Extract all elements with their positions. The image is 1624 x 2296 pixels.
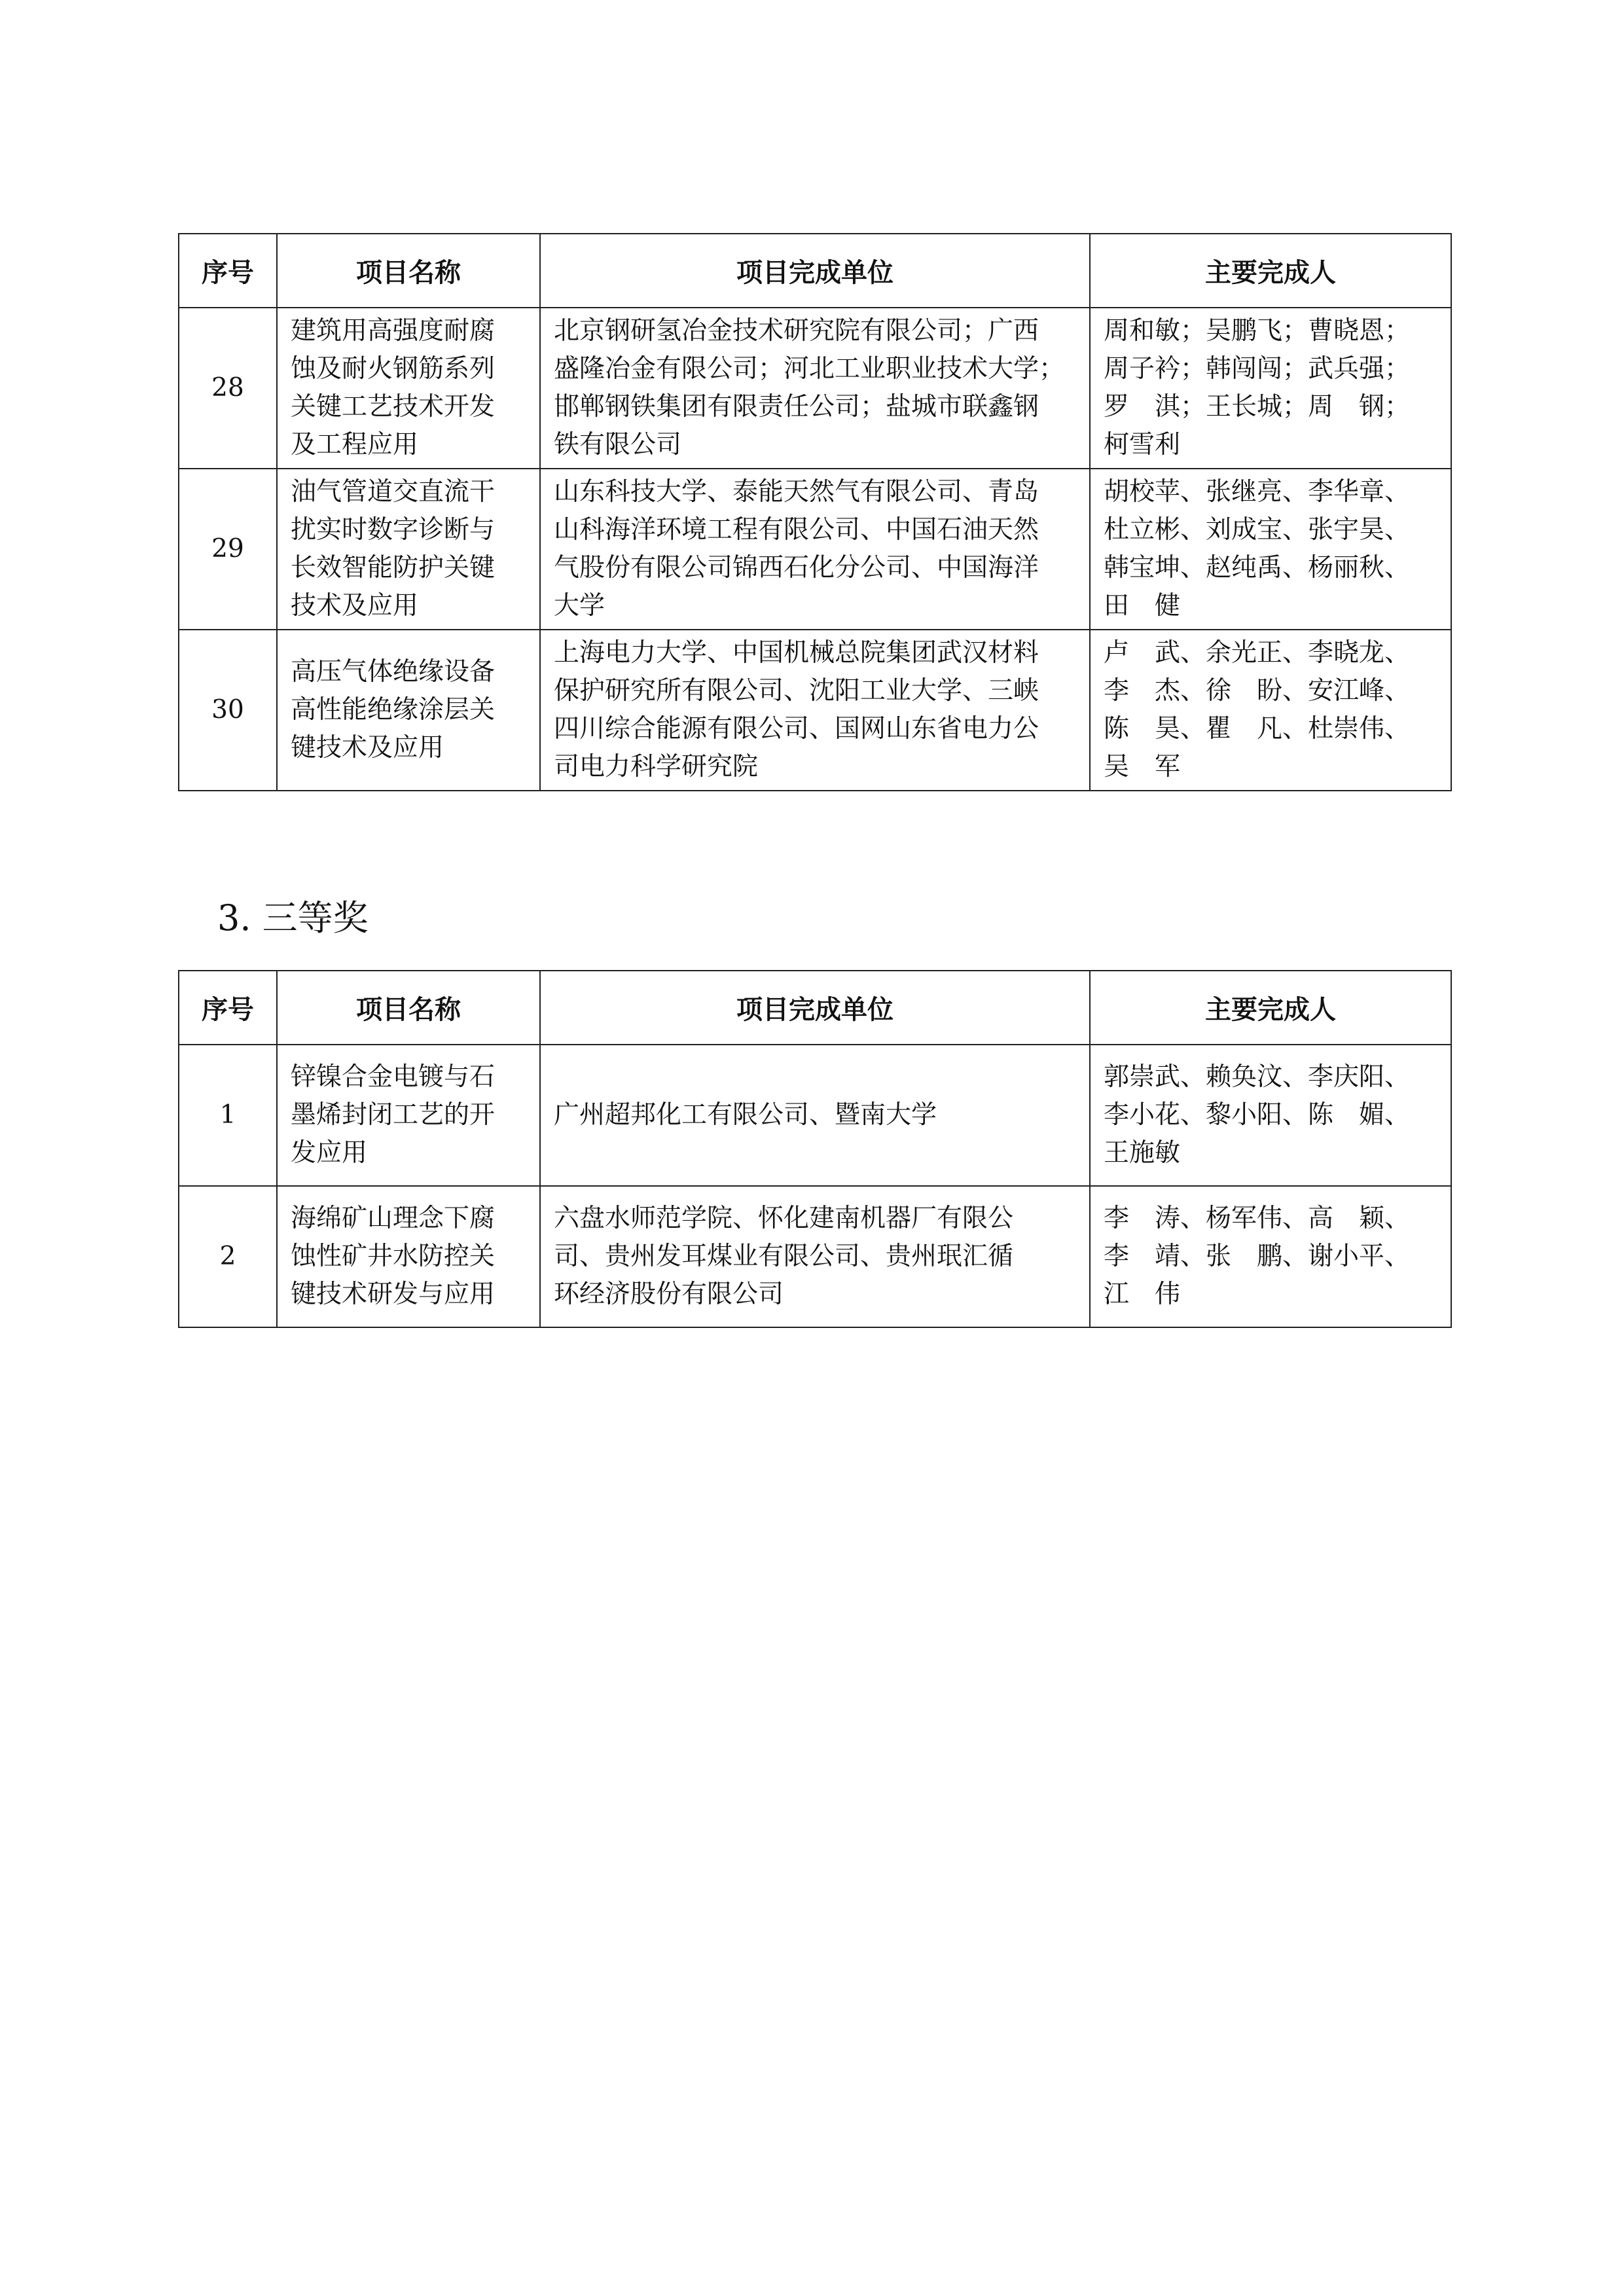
header-persons: 主要完成人 — [1090, 971, 1451, 1045]
row-units-line: 广州超邦化工有限公司、暨南大学 — [554, 1100, 937, 1130]
row-units — [540, 1045, 1090, 1186]
row-persons-line: 田 健 — [1104, 591, 1181, 620]
row-project-name-line: 长效智能防护关键 — [291, 553, 496, 583]
row-persons-line: 江 伟 — [1104, 1280, 1181, 1309]
row-persons-line: 吴 军 — [1104, 752, 1181, 781]
row-project-name-line: 键技术研发与应用 — [291, 1280, 496, 1309]
row-units-line: 山东科技大学、泰能天然气有限公司、青岛 — [554, 477, 1039, 507]
row-seq: 28 — [179, 308, 277, 469]
row-units — [540, 630, 1090, 791]
table-row — [179, 308, 1451, 469]
row-units — [540, 308, 1090, 469]
row-units-line: 气股份有限公司锦西石化分公司、中国海洋 — [554, 553, 1039, 583]
row-units — [540, 1186, 1090, 1327]
row-project-name-line: 油气管道交直流干 — [291, 477, 496, 507]
header-units: 项目完成单位 — [540, 971, 1090, 1045]
row-persons-line: 李 涛、杨军伟、高 颖、 — [1104, 1204, 1411, 1233]
row-persons-line: 杜立彬、刘成宝、张宇昊、 — [1104, 515, 1411, 545]
row-project-name-line: 锌镍合金电镀与石 — [291, 1062, 496, 1092]
row-units-line: 邯郸钢铁集团有限责任公司；盐城市联鑫钢 — [554, 392, 1039, 422]
row-persons-line: 胡校苹、张继亮、李华章、 — [1104, 477, 1411, 507]
table-header-row — [179, 971, 1451, 1045]
row-project-name — [277, 469, 540, 630]
row-project-name — [277, 1186, 540, 1327]
row-project-name-line: 建筑用高强度耐腐 — [291, 316, 496, 346]
header-project-name: 项目名称 — [277, 234, 540, 308]
row-persons — [1090, 1186, 1451, 1327]
row-persons-line: 郭崇武、赖奂汶、李庆阳、 — [1104, 1062, 1411, 1092]
row-persons-line: 卢 武、余光正、李晓龙、 — [1104, 638, 1411, 668]
row-units-line: 铁有限公司 — [554, 430, 682, 459]
third-prize-heading: 3. 三等奖 — [217, 897, 369, 939]
row-persons-line: 李小花、黎小阳、陈 媚、 — [1104, 1100, 1411, 1130]
third-prize-rows — [179, 1045, 1451, 1327]
row-units-line: 司、贵州发耳煤业有限公司、贵州珉汇循 — [554, 1242, 1014, 1271]
row-units-line: 保护研究所有限公司、沈阳工业大学、三峡 — [554, 676, 1039, 706]
row-seq: 30 — [179, 630, 277, 791]
header-seq: 序号 — [179, 234, 277, 308]
row-units — [540, 469, 1090, 630]
row-seq: 2 — [179, 1186, 277, 1327]
row-project-name-line: 墨烯封闭工艺的开 — [291, 1100, 496, 1130]
row-project-name-line: 蚀性矿井水防控关 — [291, 1242, 496, 1271]
row-project-name-line: 扰实时数字诊断与 — [291, 515, 496, 545]
table-row — [179, 1186, 1451, 1327]
row-persons — [1090, 1045, 1451, 1186]
row-persons-line: 柯雪利 — [1104, 430, 1181, 459]
row-project-name-line: 键技术及应用 — [291, 733, 444, 762]
row-persons-line: 王施敏 — [1104, 1138, 1181, 1168]
row-project-name — [277, 308, 540, 469]
row-units-line: 六盘水师范学院、怀化建南机器厂有限公 — [554, 1204, 1014, 1233]
row-persons-line: 周子衿；韩闯闯；武兵强； — [1104, 354, 1411, 384]
row-project-name-line: 高压气体绝缘设备 — [291, 657, 496, 687]
table-row — [179, 1045, 1451, 1186]
row-units-line: 上海电力大学、中国机械总院集团武汉材料 — [554, 638, 1039, 668]
row-persons-line: 周和敏；吴鹏飞；曹晓恩； — [1104, 316, 1411, 346]
row-persons-line: 陈 昊、瞿 凡、杜崇伟、 — [1104, 714, 1411, 744]
row-project-name-line: 关键工艺技术开发 — [291, 392, 496, 422]
table-row — [179, 469, 1451, 630]
row-persons-line: 韩宝坤、赵纯禹、杨丽秋、 — [1104, 553, 1411, 583]
row-persons — [1090, 630, 1451, 791]
row-units-line: 环经济股份有限公司 — [554, 1280, 784, 1309]
row-project-name — [277, 1045, 540, 1186]
table-row — [179, 630, 1451, 791]
row-units-line: 盛隆冶金有限公司；河北工业职业技术大学； — [554, 354, 1065, 384]
header-persons: 主要完成人 — [1090, 234, 1451, 308]
row-persons — [1090, 469, 1451, 630]
row-project-name-line: 技术及应用 — [291, 591, 419, 620]
row-project-name — [277, 630, 540, 791]
second-prize-rows — [179, 308, 1451, 791]
row-project-name-line: 高性能绝缘涂层关 — [291, 695, 496, 725]
header-seq: 序号 — [179, 971, 277, 1045]
row-project-name-line: 海绵矿山理念下腐 — [291, 1204, 496, 1233]
row-seq: 29 — [179, 469, 277, 630]
row-persons-line: 罗 淇；王长城；周 钢； — [1104, 392, 1411, 422]
row-units-line: 山科海洋环境工程有限公司、中国石油天然 — [554, 515, 1039, 545]
table-header-row — [179, 234, 1451, 308]
row-persons-line: 李 杰、徐 盼、安江峰、 — [1104, 676, 1411, 706]
row-units-line: 北京钢研氢冶金技术研究院有限公司；广西 — [554, 316, 1039, 346]
second-prize-table — [178, 233, 1452, 791]
row-persons-line: 李 靖、张 鹏、谢小平、 — [1104, 1242, 1411, 1271]
row-project-name-line: 发应用 — [291, 1138, 368, 1168]
row-units-line: 大学 — [554, 591, 605, 620]
header-project-name: 项目名称 — [277, 971, 540, 1045]
header-units: 项目完成单位 — [540, 234, 1090, 308]
third-prize-table — [178, 970, 1452, 1328]
row-seq: 1 — [179, 1045, 277, 1186]
row-persons — [1090, 308, 1451, 469]
row-project-name-line: 蚀及耐火钢筋系列 — [291, 354, 496, 384]
row-project-name-line: 及工程应用 — [291, 430, 419, 459]
row-units-line: 四川综合能源有限公司、国网山东省电力公 — [554, 714, 1039, 744]
row-units-line: 司电力科学研究院 — [554, 752, 759, 781]
